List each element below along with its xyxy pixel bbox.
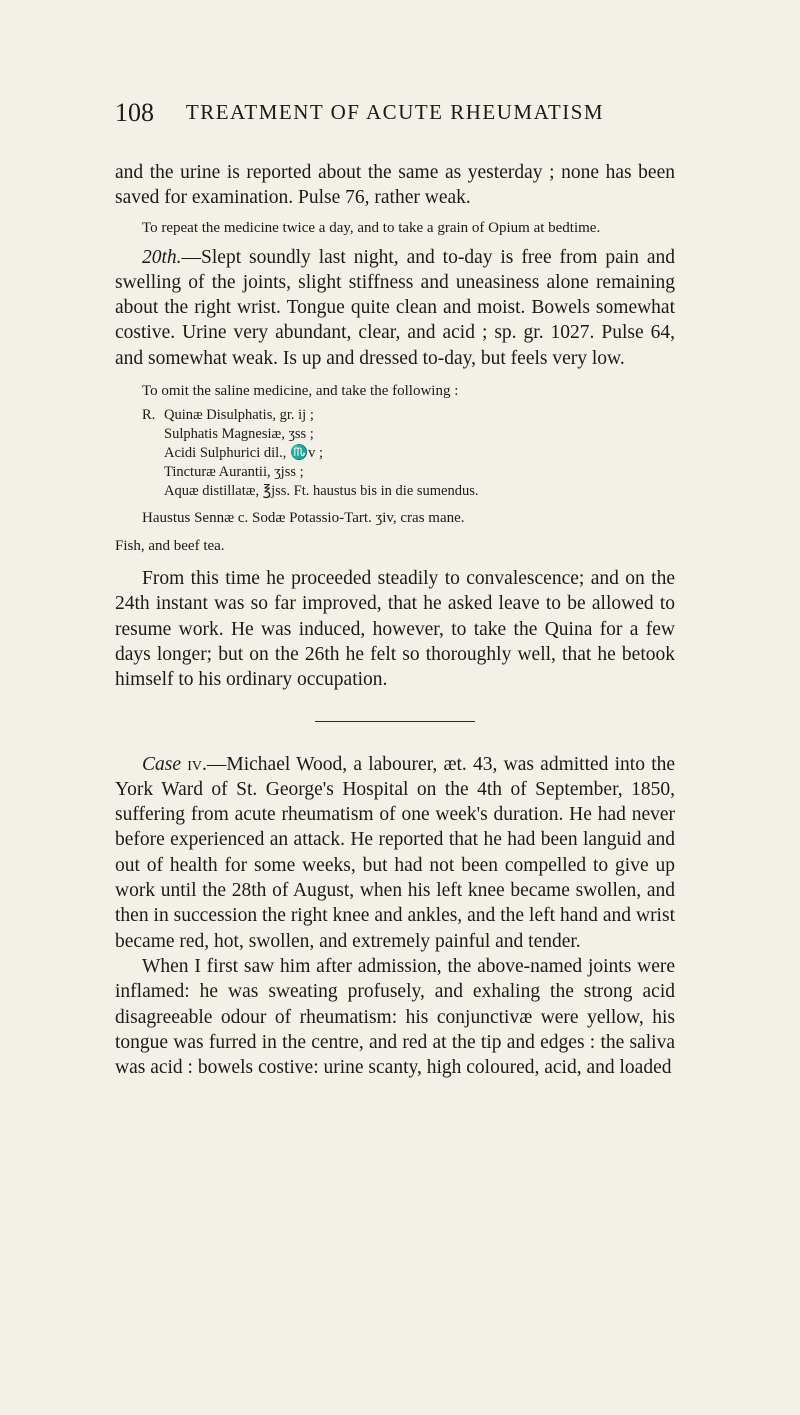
date-20th: 20th. xyxy=(142,246,182,268)
page-text xyxy=(115,160,675,1080)
case-label: Case xyxy=(142,753,181,775)
running-head: TREATMENT OF ACUTE RHEUMATISM xyxy=(185,100,605,124)
page-header xyxy=(115,98,675,138)
prescription-item: Aquæ distillatæ, ℥jss. Ft. haustus bis in die sumendus. xyxy=(164,483,479,500)
paragraph-convalescence: From this time he proceeded steadily to convalescence; and on the 24th instant was so far improved, that he asked leave to be allowed to resume work. He was induced, however, to take the Quina for a few days longer; but on the 26th he felt so thoroughly well, that he betook himself to his ordinary occupation. xyxy=(115,568,675,691)
paragraph-20th xyxy=(115,245,675,371)
prescription-line xyxy=(115,482,675,501)
prescription-item: Tincturæ Aurantii, ʒjss ; xyxy=(164,464,304,481)
paragraph-admission: When I first saw him after admission, the above-named joints were inflamed: he was sweating profusely, and exhaling the strong acid disagreeable odour of rheumatism: his conjunctivæ were yellow, his tongue was furred in the centre, and red at the tip and edges : the saliva was acid : bowels costive: urine scanty, high coloured, acid, and loaded xyxy=(115,955,675,1079)
instruction-1: To repeat the medicine twice a day, and to take a grain of Opium at bedtime. xyxy=(142,219,601,236)
prescription-item: Sulphatis Magnesiæ, ʒss ; xyxy=(164,426,314,443)
case-number: iv. xyxy=(187,753,207,775)
prescription-line xyxy=(115,425,675,444)
instruction-3: Haustus Sennæ c. Sodæ Potassio-Tart. ʒiv, cras mane. xyxy=(142,510,465,527)
section-divider xyxy=(315,721,475,722)
prescription-line xyxy=(115,444,675,463)
prescription-item: Quinæ Disulphatis, gr. ij ; xyxy=(164,407,314,424)
page-number: 108 xyxy=(115,98,154,127)
instruction-4: Fish, and beef tea. xyxy=(115,538,225,555)
case-iv-text: —Michael Wood, a labourer, æt. 43, was admitted into the York Ward of St. George's Hospital on the 4th of September, 1850, suffering from acute rheumatism of one week's duration. He had never before experienced an attack. He reported that he had been languid and out of health for some weeks, but had not been compelled to give up work until the 28th of August, when his left knee became swollen, and then in succession the right knee and ankles, and the left hand and wrist became red, hot, swollen, and extremely painful and tender. xyxy=(115,753,676,952)
paragraph-1: and the urine is reported about the same as yesterday ; none has been saved for examination. Pulse 76, rather weak. xyxy=(115,162,675,209)
paragraph-20th-text: —Slept soundly last night, and to-day is free from pain and swelling of the joints, slight stiffness and uneasiness alone remaining about the right wrist. Tongue quite clean and moist. Bowels somewhat costive. Urine very abundant, clear, and acid ; sp. gr. 1027. Pulse 64, and somewhat weak. Is up and dressed to-day, but feels very low. xyxy=(115,246,675,369)
prescription-line xyxy=(115,463,675,482)
instruction-2: To omit the saline medicine, and take the following : xyxy=(142,383,459,400)
prescription-item: Acidi Sulphurici dil., ♏v ; xyxy=(164,445,324,462)
prescription-line xyxy=(115,406,675,425)
recipe-symbol: R. xyxy=(142,407,156,424)
paragraph-case-iv xyxy=(115,752,675,954)
prescription xyxy=(115,406,675,501)
